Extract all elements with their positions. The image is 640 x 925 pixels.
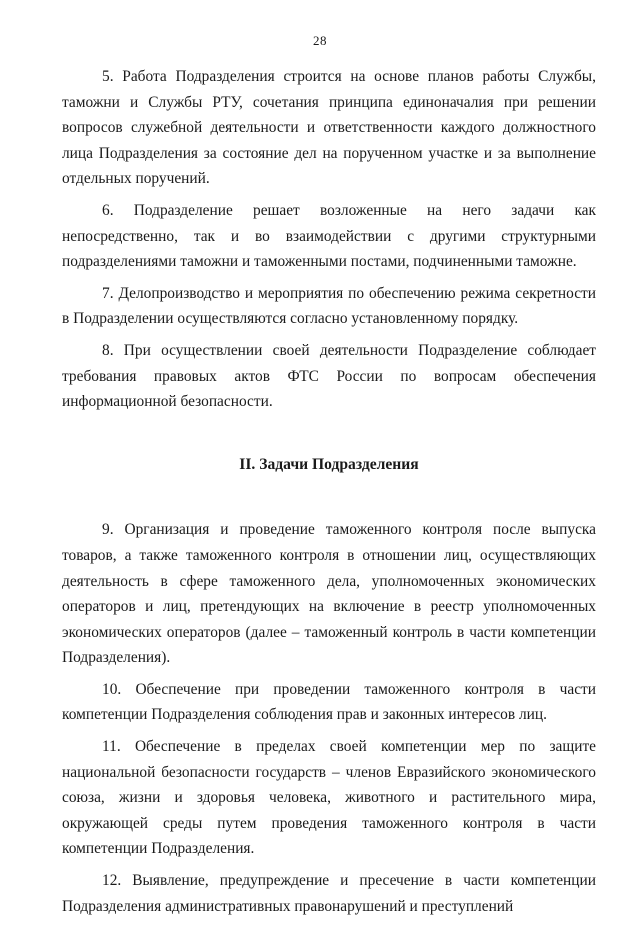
document-body xyxy=(62,64,596,925)
section-heading: II. Задачи Подразделения xyxy=(239,455,419,473)
paragraph-7: 7. Делопроизводство и мероприятия по обеспечению режима секретности в Подразделении осуществляются согласно установленному порядку. xyxy=(62,284,596,328)
paragraph-12: 12. Выявление, предупреждение и пресечение в части компетенции Подразделения административных правонарушений и преступлений xyxy=(62,872,596,915)
paragraph-11: 11. Обеспечение в пределах своей компетенции мер по защите национальной безопасности государств – членов Евразийского экономического союза, жизни и здоровья человека, животного и растительного мира, окружающей среды путем проведения таможенного контроля в части компетенции Подразделения. xyxy=(62,738,596,858)
paragraph-5: 5. Работа Подразделения строится на основе планов работы Службы, таможни и Службы РТУ, сочетания принципа единоначалия при решении вопросов служебной деятельности и ответственности каждого должностного лица Подразделения за состояние дел на порученном участке и за выполнение отдельных поручений. xyxy=(62,68,596,188)
page-number: 28 xyxy=(313,33,327,48)
paragraph-10: 10. Обеспечение при проведении таможенного контроля в части компетенции Подразделения соблюдения прав и законных интересов лиц. xyxy=(62,680,596,724)
paragraph-9: 9. Организация и проведение таможенного контроля после выпуска товаров, а также таможенного контроля в отношении лиц, осуществляющих деятельность в сфере таможенного дела, уполномоченных экономических операторов и лиц, претендующих на включение в реестр уполномоченных экономических операторов (далее – таможенный контроль в части компетенции Подразделения). xyxy=(62,521,596,667)
paragraph-8: 8. При осуществлении своей деятельности Подразделение соблюдает требования правовых актов ФТС России по вопросам обеспечения информационной безопасности. xyxy=(62,341,596,411)
paragraph-6: 6. Подразделение решает возложенные на него задачи как непосредственно, так и во взаимодействии с другими структурными подразделениями таможни и таможенными постами, подчиненными таможне. xyxy=(62,201,596,271)
